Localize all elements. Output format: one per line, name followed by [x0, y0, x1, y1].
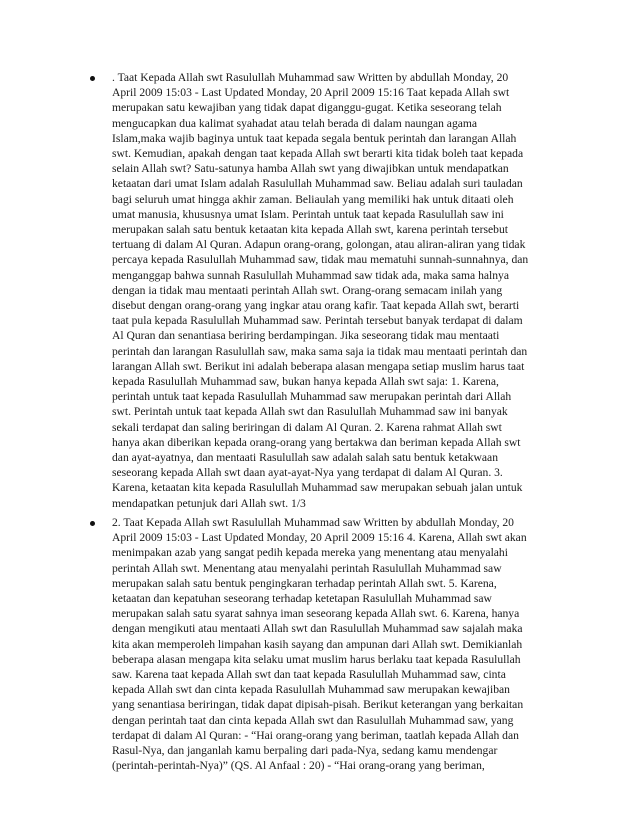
text-line: perintah untuk taat kepada Rasulullah Muhammad saw merupakan perintah dari Allah [112, 390, 512, 404]
text-line: kita akan memperoleh limpahan kasih sayang dan ampunan dari Allah swt. Demikianlah [112, 637, 523, 651]
text-line: taat pula kepada Rasulullah Muhammad saw. Perintah tersebut banyak terdapat di dalam [112, 314, 523, 328]
text-line: kepada Rasulullah Muhammad saw, bukan hanya kepada Allah swt saja: 1. Karena, [112, 375, 499, 389]
text-line: . Taat Kepada Allah swt Rasulullah Muhammad saw Written by abdullah Monday, 20 [112, 71, 509, 84]
text-line: merupakan satu kewajiban yang tidak dapat diganggu-gugat. Ketika seseorang telah [112, 101, 502, 115]
text-line: ketaatan dan kepatuhan seseorang terhadap ketetapan Rasulullah Muhammad saw [112, 591, 492, 605]
text-line: mengucapkan dua kalimat syahadat atau telah berada di dalam naungan agama [112, 116, 478, 130]
text-line: hanya akan diberikan kepada orang-orang yang bertakwa dan beriman kepada Allah swt [112, 435, 521, 449]
list-item [88, 515, 558, 773]
bullet-icon [90, 76, 95, 81]
text-line: sekali terdapat dan saling beriringan di dalam Al Quran. 2. Karena rahmat Allah swt [112, 420, 502, 434]
text-line: merupakan salah satu bentuk pengingkaran terhadap perintah Allah swt. 5. Karena, [112, 576, 497, 590]
text-line: Islam,maka wajib baginya untuk taat kepada segala bentuk perintah dan larangan Allah [112, 131, 517, 145]
bullet-list [88, 70, 558, 777]
text-line: (perintah-perintah-Nya)” (QS. Al Anfaal : 20) - “Hai orang-orang yang beriman, [112, 759, 485, 773]
text-line: merupakan salah satu bentuk ketaatan kita kepada Allah swt, karena perintah tersebut [112, 223, 508, 237]
text-line: mendapatkan petunjuk dari Allah swt. 1/3 [112, 496, 306, 510]
text-line: 2. Taat Kepada Allah swt Rasulullah Muhammad saw Written by abdullah Monday, 20 [112, 515, 514, 529]
text-line: April 2009 15:03 - Last Updated Monday, 20 April 2009 15:16 Taat kepada Allah swt [112, 86, 510, 100]
bullet-icon [90, 521, 95, 526]
text-line: beberapa alasan mengapa kita selaku umat muslim harus berlaku taat kepada Rasulullah [112, 652, 521, 666]
text-line: tertuang di dalam Al Quran. Adapun orang-orang, golongan, atau aliran-aliran yang tidak [112, 238, 526, 252]
text-line: merupakan salah satu syarat sahnya iman seseorang kepada Allah swt. 6. Karena, hanya [112, 607, 520, 621]
text-line: yang senantiasa beriringan, tidak dapat dipisah-pisah. Berikut keterangan yang berkaitan [112, 698, 524, 712]
text-line: seseorang kepada Allah swt daan ayat-ayat-Nya yang terdapat di dalam Al Quran. 3. [112, 466, 503, 480]
list-item-text [112, 515, 558, 773]
text-line: Rasul-Nya, dan janganlah kamu berpaling dari pada-Nya, sedang kamu mendengar [112, 743, 498, 757]
text-line: kepada Allah swt dan cinta kepada Rasulullah Muhammad saw merupakan kewajiban [112, 683, 510, 697]
text-line: umat manusia, khususnya umat Islam. Perintah untuk taat kepada Rasulullah saw ini [112, 207, 504, 221]
text-line: swt. Perintah untuk taat kepada Allah swt dan Rasulullah Muhammad saw ini banyak [112, 405, 508, 419]
text-line: ketaatan dari umat Islam adalah Rasulullah Muhammad saw. Beliau adalah suri tauladan [112, 177, 523, 191]
text-line: saw. Karena taat kepada Allah swt dan taat kepada Rasulullah Muhammad saw, cinta [112, 667, 506, 681]
list-item [88, 70, 558, 511]
text-line: April 2009 15:03 - Last Updated Monday, 20 April 2009 15:16 4. Karena, Allah swt akan [112, 531, 527, 545]
text-line: terdapat di dalam Al Quran: - “Hai orang-orang yang beriman, taatlah kepada Allah dan [112, 728, 519, 742]
text-line: menganggap bahwa sunnah Rasulullah Muhammad saw tidak ada, maka sama halnya [112, 268, 509, 282]
text-line: disebut dengan orang-orang yang ingkar atau orang kafir. Taat kepada Allah swt, berarti [112, 299, 520, 313]
text-line: dengan perintah taat dan cinta kepada Allah swt dan Rasulullah Muhammad saw, yang [112, 713, 514, 727]
text-line: menimpakan azab yang sangat pedih kepada mereka yang menentang atau menyalahi [112, 546, 508, 560]
text-line: Karena, ketaatan kita kepada Rasulullah Muhammad saw merupakan sebuah jalan untuk [112, 481, 523, 495]
text-line: percaya kepada Rasulullah Muhammad saw, tidak mau mematuhi sunnah-sunnahnya, dan [112, 253, 529, 267]
list-item-text [112, 70, 558, 511]
text-line: selain Allah swt? Satu-satunya hamba Allah swt yang diwajibkan untuk mendapatkan [112, 162, 509, 176]
text-line: dengan mengikuti atau mentaati Allah swt dan Rasulullah Muhammad saw sajalah maka [112, 622, 523, 636]
text-line: swt. Kemudian, apakah dengan taat kepada Allah swt berarti kita tidak boleh taat kepada [112, 147, 524, 161]
text-line: dengan ia tidak mau mentaati perintah Allah swt. Orang-orang semacam inilah yang [112, 283, 503, 297]
text-line: bagi seluruh umat hingga akhir zaman. Beliaulah yang memiliki hak untuk ditaati oleh [112, 192, 514, 206]
text-line: perintah dan larangan Rasulullah saw, maka sama saja ia tidak mau mentaati perintah dan [112, 344, 528, 358]
text-line: larangan Allah swt. Berikut ini adalah beberapa alasan mengapa setiap muslim harus taat [112, 359, 525, 373]
text-line: Al Quran dan senantiasa beriring berdampingan. Jika seseorang tidak mau mentaati [112, 329, 500, 343]
text-line: dan ayat-ayatnya, dan mentaati Rasulullah saw adalah salah satu bentuk ketakwaan [112, 451, 498, 465]
text-line: perintah Allah swt. Menentang atau menyalahi perintah Rasulullah Muhammad saw [112, 561, 502, 575]
